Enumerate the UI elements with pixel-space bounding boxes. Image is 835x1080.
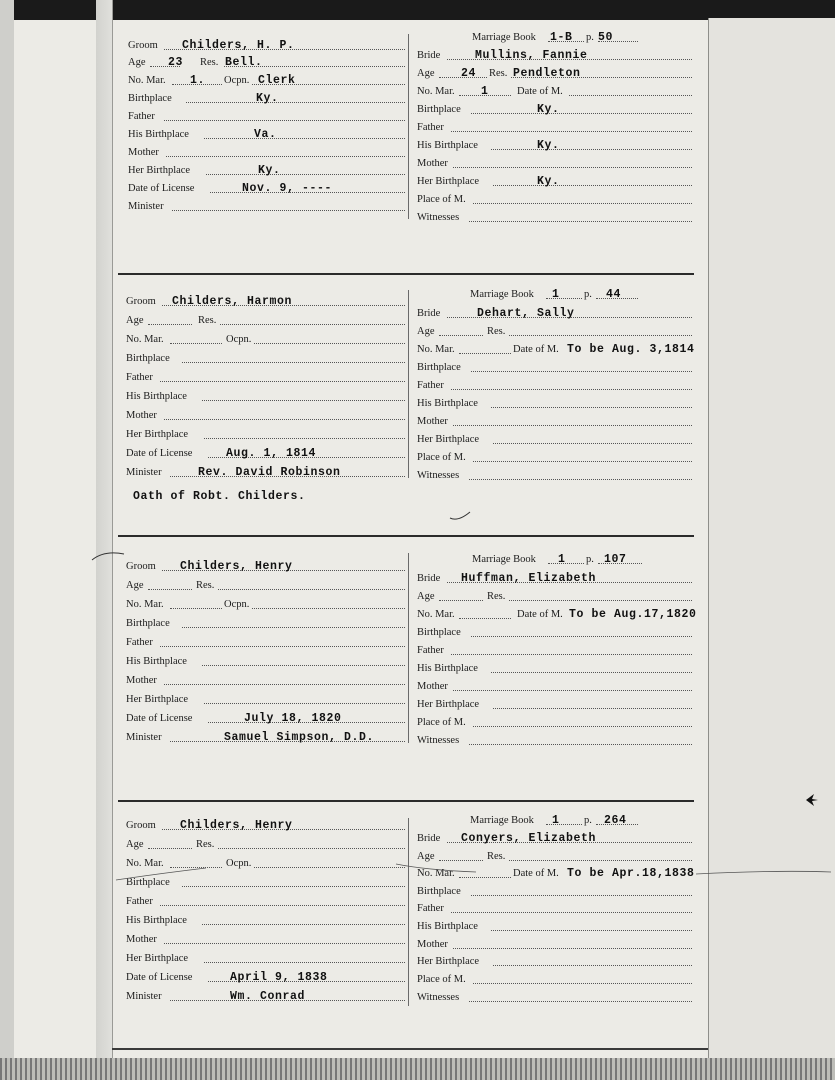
- witnesses-row: Witnesses: [417, 731, 692, 748]
- bride-name: Dehart, Sally: [477, 307, 575, 320]
- minister-name: Wm. Conrad: [230, 990, 306, 1003]
- minister-row: Minister: [128, 197, 405, 214]
- place-of-m-row: Place of M.: [417, 448, 692, 465]
- record-note: Oath of Robt. Childers.: [133, 490, 306, 503]
- marriage-book-number: 1: [552, 288, 560, 301]
- bride-his-birthplace-row: His Birthplace Ky.: [417, 136, 692, 153]
- date-of-license-row: Date of License Nov. 9, ----: [128, 179, 405, 196]
- birthplace-row: Birthplace: [126, 873, 405, 890]
- bride-her-birthplace-row: Her Birthplace: [417, 952, 692, 969]
- groom-age: 23: [168, 56, 184, 69]
- minister-row: Minister Wm. Conrad: [126, 987, 405, 1004]
- date-of-marriage: To be Apr.18,1838: [567, 867, 695, 880]
- groom-name: Childers, Harmon: [172, 295, 293, 308]
- groom-row: Groom Childers, Henry: [126, 816, 405, 833]
- birthplace-row: Birthplace Ky.: [128, 89, 405, 106]
- bride-name: Mullins, Fannie: [475, 49, 588, 62]
- card-bottom-rule: [112, 1048, 708, 1050]
- mother-row: Mother: [128, 143, 405, 160]
- bride-name: Huffman, Elizabeth: [461, 572, 597, 585]
- groom-row: Groom Childers, Harmon: [126, 292, 405, 309]
- her-birthplace-row: Her Birthplace Ky.: [128, 161, 405, 178]
- arrow-mark-icon: [804, 792, 820, 808]
- bride-no-mar-row: No. Mar. 1 Date of M.: [417, 82, 692, 99]
- bride-birthplace: Ky.: [537, 103, 560, 116]
- marriage-book-number: 1-B: [550, 31, 573, 44]
- mother-row: Mother: [126, 930, 405, 947]
- bride-age-row: Age Res.: [417, 322, 692, 339]
- witnesses-row: Witnesses: [417, 988, 692, 1005]
- marriage-book-number: 1: [552, 814, 560, 827]
- film-left-margin: [0, 0, 14, 1080]
- pencil-tick-mark: [448, 508, 472, 522]
- bride-birthplace-row: Birthplace: [417, 358, 692, 375]
- no-mar-row: No. Mar. 1. Ocpn. Clerk: [128, 71, 405, 88]
- groom-ocpn: Clerk: [258, 74, 296, 87]
- bride-birthplace-row: Birthplace: [417, 882, 692, 899]
- father-row: Father: [126, 892, 405, 909]
- groom-row: Groom Childers, Henry: [126, 557, 405, 574]
- bride-age-row: Age Res.: [417, 587, 692, 604]
- no-mar-row: No. Mar. Ocpn.: [126, 854, 405, 871]
- groom-birthplace: Ky.: [256, 92, 279, 105]
- age-row: Age Res.: [126, 311, 405, 328]
- father-row: Father: [126, 633, 405, 650]
- groom-her-birthplace: Ky.: [258, 164, 281, 177]
- bride-no-mar-row: No. Mar. Date of M. To be Apr.18,1838: [417, 867, 695, 880]
- groom-res: Bell.: [225, 56, 263, 69]
- bride-no-mar: 1: [481, 85, 489, 98]
- bride-mother-row: Mother: [417, 412, 692, 429]
- father-row: Father: [128, 107, 405, 124]
- marriage-book-page: 107: [604, 553, 627, 566]
- marriage-book-row: Marriage Book 1 p. 264: [470, 811, 692, 828]
- date-of-license-row: Date of License April 9, 1838: [126, 968, 405, 985]
- minister-name: Samuel Simpson, D.D.: [224, 731, 375, 744]
- bride-res: Pendleton: [513, 67, 581, 80]
- date-of-marriage: To be Aug.17,1820: [569, 608, 697, 621]
- date-of-marriage: To be Aug. 3,1814: [567, 343, 695, 356]
- record-separator: [118, 535, 694, 537]
- her-birthplace-row: Her Birthplace: [126, 949, 405, 966]
- her-birthplace-row: Her Birthplace: [126, 690, 405, 707]
- marriage-book-row: Marriage Book 1 p. 44: [470, 285, 692, 302]
- date-of-license-row: Date of License Aug. 1, 1814: [126, 444, 405, 461]
- her-birthplace-row: Her Birthplace: [126, 425, 405, 442]
- groom-name: Childers, Henry: [180, 560, 293, 573]
- place-of-m-row: Place of M.: [417, 970, 692, 987]
- minister-name: Rev. David Robinson: [198, 466, 341, 479]
- pencil-scratch-lines: [96, 860, 835, 920]
- father-row: Father: [126, 368, 405, 385]
- bride-his-birthplace-row: His Birthplace: [417, 394, 692, 411]
- record-divider: [408, 34, 409, 219]
- bride-her-birthplace-row: Her Birthplace: [417, 695, 692, 712]
- witnesses-row: Witnesses: [417, 466, 692, 483]
- his-birthplace-row: His Birthplace: [126, 387, 405, 404]
- adjacent-card-edge: [708, 18, 835, 1080]
- bride-his-birthplace-row: His Birthplace: [417, 659, 692, 676]
- his-birthplace-row: His Birthplace: [126, 911, 405, 928]
- birthplace-row: Birthplace: [126, 349, 405, 366]
- mother-row: Mother: [126, 406, 405, 423]
- record-divider: [408, 290, 409, 478]
- groom-his-birthplace: Va.: [254, 128, 277, 141]
- record-divider: [408, 553, 409, 743]
- film-top-edge: [0, 0, 835, 20]
- place-of-m-row: Place of M.: [417, 190, 692, 207]
- his-birthplace-row: His Birthplace Va.: [128, 125, 405, 142]
- groom-name: Childers, Henry: [180, 819, 293, 832]
- bride-age-row: Age 24 Res. Pendleton: [417, 64, 692, 81]
- groom-name: Childers, H. P.: [182, 39, 295, 52]
- marriage-book-row: Marriage Book 1-B p. 50: [472, 28, 692, 45]
- date-of-license-row: Date of License July 18, 1820: [126, 709, 405, 726]
- bride-birthplace-row: Birthplace Ky.: [417, 100, 692, 117]
- marriage-book-page: 264: [604, 814, 627, 827]
- bride-birthplace-row: Birthplace: [417, 623, 692, 640]
- bride-father-row: Father: [417, 899, 692, 916]
- bride-name: Conyers, Elizabeth: [461, 832, 597, 845]
- minister-row: Minister Rev. David Robinson: [126, 463, 405, 480]
- bride-no-mar-row: No. Mar. Date of M. To be Aug.17,1820: [417, 608, 697, 621]
- record-separator: [118, 800, 694, 802]
- bride-row: Bride Dehart, Sally: [417, 304, 692, 321]
- groom-no-mar: 1.: [190, 74, 206, 87]
- witnesses-row: Witnesses: [417, 208, 692, 225]
- bride-age: 24: [461, 67, 477, 80]
- film-bottom-edge: [0, 1058, 835, 1080]
- bride-her-birthplace-row: Her Birthplace: [417, 430, 692, 447]
- bride-father-row: Father: [417, 118, 692, 135]
- bride-his-birthplace: Ky.: [537, 139, 560, 152]
- bride-row: Bride Conyers, Elizabeth: [417, 829, 692, 846]
- bride-his-birthplace-row: His Birthplace: [417, 917, 692, 934]
- bride-mother-row: Mother: [417, 677, 692, 694]
- bride-mother-row: Mother: [417, 935, 692, 952]
- bride-row: Bride Mullins, Fannie: [417, 46, 692, 63]
- bride-her-birthplace-row: Her Birthplace Ky.: [417, 172, 692, 189]
- marriage-book-row: Marriage Book 1 p. 107: [472, 550, 694, 567]
- bride-father-row: Father: [417, 376, 692, 393]
- date-of-license: Nov. 9, ----: [242, 182, 333, 195]
- age-row: Age Res.: [126, 835, 405, 852]
- groom-row: Groom Childers, H. P.: [128, 36, 405, 53]
- bride-her-birthplace: Ky.: [537, 175, 560, 188]
- marriage-book-number: 1: [558, 553, 566, 566]
- bride-father-row: Father: [417, 641, 692, 658]
- record-separator: [118, 273, 694, 275]
- age-row: Age Res.: [126, 576, 405, 593]
- bride-no-mar-row: No. Mar. Date of M. To be Aug. 3,1814: [417, 343, 695, 356]
- no-mar-row: No. Mar. Ocpn.: [126, 330, 405, 347]
- marriage-book-page: 44: [606, 288, 622, 301]
- his-birthplace-row: His Birthplace: [126, 652, 405, 669]
- no-mar-row: No. Mar. Ocpn.: [126, 595, 405, 612]
- marriage-book-page: 50: [598, 31, 614, 44]
- age-row: Age 23 Res. Bell.: [128, 53, 405, 70]
- mother-row: Mother: [126, 671, 405, 688]
- bride-age-row: Age Res.: [417, 847, 692, 864]
- date-of-license: July 18, 1820: [244, 712, 342, 725]
- bride-row: Bride Huffman, Elizabeth: [417, 569, 692, 586]
- birthplace-row: Birthplace: [126, 614, 405, 631]
- pencil-stroke-mark: [90, 548, 126, 564]
- date-of-license: Aug. 1, 1814: [226, 447, 317, 460]
- minister-row: Minister Samuel Simpson, D.D.: [126, 728, 405, 745]
- date-of-license: April 9, 1838: [230, 971, 328, 984]
- bride-mother-row: Mother: [417, 154, 692, 171]
- place-of-m-row: Place of M.: [417, 713, 692, 730]
